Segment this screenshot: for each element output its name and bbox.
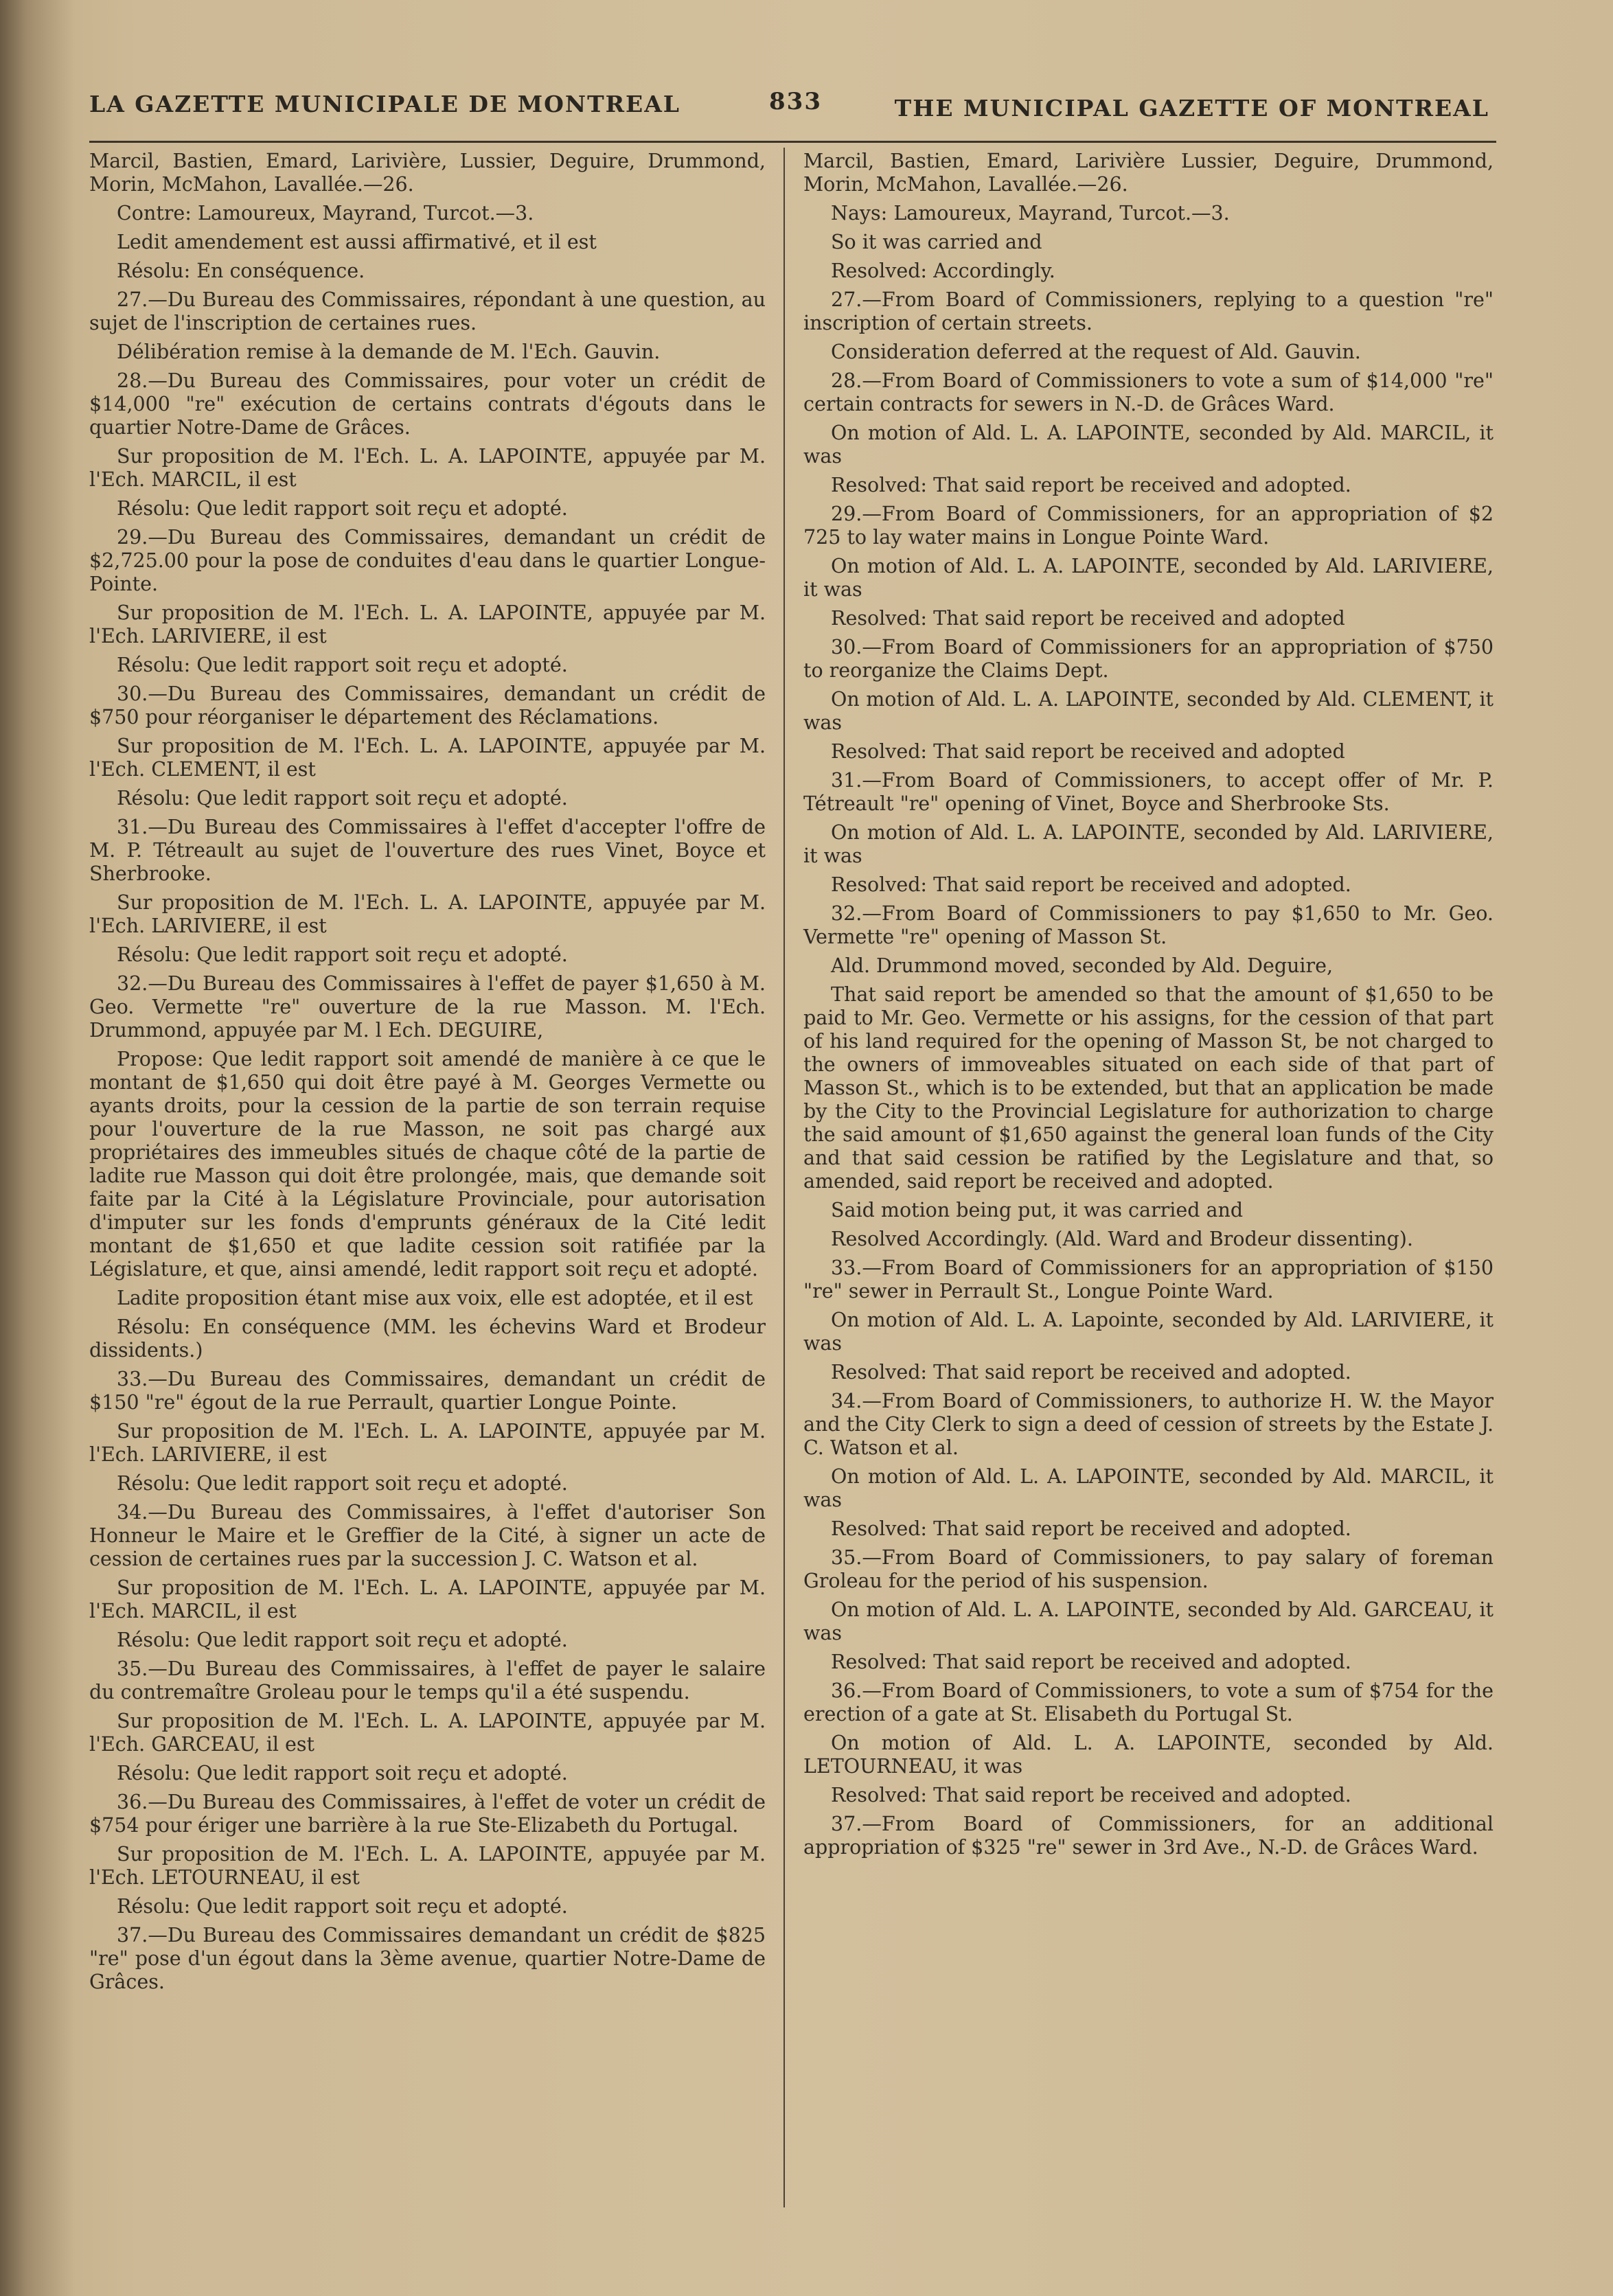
paragraph: 28.—From Board of Commissioners to vote a sum of $14,000 "re" certain contracts for sewers in N.-D. de Grâces Ward.: [803, 369, 1494, 415]
paragraph: 35.—Du Bureau des Commissaires, à l'effet de payer le salaire du contremaître Groleau pour le temps qu'il a été suspendu.: [89, 1657, 766, 1703]
paragraph: On motion of Ald. L. A. Lapointe, seconded by Ald. LARIVIERE, it was: [803, 1309, 1494, 1355]
paragraph: Résolu: En conséquence.: [117, 260, 365, 282]
paragraph: Sur proposition de M. l'Ech. L. A. LAPOINTE, appuyée par M. l'Ech. MARCIL, il est: [89, 1576, 766, 1622]
paragraph: Nays: Lamoureux, Mayrand, Turcot.—3.: [831, 202, 1230, 225]
paragraph: Sur proposition de M. l'Ech. L. A. LAPOINTE, appuyée par M. l'Ech. LETOURNEAU, il est: [89, 1843, 766, 1889]
english-column: [803, 150, 1494, 1865]
paragraph: Délibération remise à la demande de M. l'Ech. Gauvin.: [117, 341, 661, 363]
paragraph: So it was carried and: [831, 231, 1042, 253]
french-column: [89, 150, 766, 1999]
paragraph: On motion of Ald. L. A. LAPOINTE, seconded by Ald. MARCIL, it was: [803, 422, 1494, 468]
paragraph: Sur proposition de M. l'Ech. L. A. LAPOINTE, appuyée par M. l'Ech. GARCEAU, il est: [89, 1710, 766, 1756]
paragraph: 34.—Du Bureau des Commissaires, à l'effet d'autoriser Son Honneur le Maire et le Greffier de la Cité, à signer un acte de cession de certaines rues par la succession J. C. Watson et al.: [89, 1501, 766, 1570]
paragraph: 31.—From Board of Commissioners, to accept offer of Mr. P. Tétreault "re" opening of Vinet, Boyce and Sherbrooke Sts.: [803, 769, 1494, 815]
paragraph: 27.—From Board of Commissioners, replying to a question "re" inscription of certain streets.: [803, 288, 1494, 334]
paragraph: Sur proposition de M. l'Ech. L. A. LAPOINTE, appuyée par M. l'Ech. CLEMENT, il est: [89, 735, 766, 781]
header-english-title: THE MUNICIPAL GAZETTE OF MONTREAL: [894, 95, 1489, 122]
column-divider: [783, 148, 785, 2207]
header-french-title: LA GAZETTE MUNICIPALE DE MONTREAL: [89, 91, 681, 117]
paragraph: 30.—From Board of Commissioners for an appropriation of $750 to reorganize the Claims Dept.: [803, 636, 1494, 682]
paragraph: Résolu: Que ledit rapport soit reçu et adopté.: [117, 654, 568, 676]
paragraph: Said motion being put, it was carried and: [831, 1199, 1244, 1221]
paragraph: 29.—Du Bureau des Commissaires, demandant un crédit de $2,725.00 pour la pose de conduites d'eau dans le quartier Longue-Pointe.: [89, 526, 766, 595]
paragraph: Résolu: Que ledit rapport soit reçu et adopté.: [117, 1629, 568, 1651]
page-header: [89, 82, 1489, 130]
paragraph: Sur proposition de M. l'Ech. L. A. LAPOINTE, appuyée par M. l'Ech. LARIVIERE, il est: [89, 601, 766, 647]
paragraph: 28.—Du Bureau des Commissaires, pour voter un crédit de $14,000 "re" exécution de certains contrats d'égouts dans le quartier Notre-Dame de Grâces.: [89, 369, 766, 439]
paragraph: Resolved: That said report be received and adopted.: [831, 1361, 1351, 1384]
paragraph: 27.—Du Bureau des Commissaires, répondant à une question, au sujet de l'inscription de certaines rues.: [89, 288, 766, 334]
paragraph: 32.—Du Bureau des Commissaires à l'effet de payer $1,650 à M. Geo. Vermette "re" ouverture de la rue Masson. M. l'Ech. Drummond, appuyée par M. l Ech. DEGUIRE,: [89, 972, 766, 1042]
paragraph: Résolu: En conséquence (MM. les échevins Ward et Brodeur dissidents.): [89, 1316, 766, 1362]
paragraph: Resolved: That said report be received and adopted.: [831, 474, 1351, 496]
paragraph: Ladite proposition étant mise aux voix, elle est adoptée, et il est: [117, 1287, 753, 1309]
paragraph: Contre: Lamoureux, Mayrand, Turcot.—3.: [117, 202, 534, 225]
paragraph: 35.—From Board of Commissioners, to pay salary of foreman Groleau for the period of his suspension.: [803, 1546, 1494, 1592]
paragraph: 33.—Du Bureau des Commissaires, demandant un crédit de $150 "re" égout de la rue Perrault, quartier Longue Pointe.: [89, 1368, 766, 1414]
paragraph: Sur proposition de M. l'Ech. L. A. LAPOINTE, appuyée par M. l'Ech. LARIVIERE, il est: [89, 891, 766, 937]
paragraph: Consideration deferred at the request of Ald. Gauvin.: [831, 341, 1361, 363]
paragraph: Marcil, Bastien, Emard, Larivière, Lussier, Deguire, Drummond, Morin, McMahon, Lavallée.—26.: [89, 150, 766, 196]
paragraph: On motion of Ald. L. A. LAPOINTE, seconded by Ald. LARIVIERE, it was: [803, 821, 1494, 867]
paragraph: Resolved: That said report be received and adopted.: [831, 873, 1351, 896]
paragraph: 36.—Du Bureau des Commissaires, à l'effet de voter un crédit de $754 pour ériger une barrière à la rue Ste-Elizabeth du Portugal.: [89, 1791, 766, 1837]
paragraph: Resolved: That said report be received and adopted: [831, 607, 1345, 630]
paragraph: 30.—Du Bureau des Commissaires, demandant un crédit de $750 pour réorganiser le département des Réclamations.: [89, 682, 766, 728]
paragraph: Resolved: That said report be received and adopted.: [831, 1784, 1351, 1806]
paragraph: Résolu: Que ledit rapport soit reçu et adopté.: [117, 1472, 568, 1495]
paragraph: Resolved Accordingly. (Ald. Ward and Brodeur dissenting).: [831, 1228, 1413, 1250]
paragraph: Propose: Que ledit rapport soit amendé de manière à ce que le montant de $1,650 qui doit être payé à M. Georges Vermette ou ayants droits, pour la cession de la partie de son terrain requise pour l'ouverture de la rue Masson, ne soit pas chargé aux propriétaires des immeubles situés de chaque côté de la partie de ladite rue Masson qui doit être prolongée, mais, que demande soit faite par la Cité à la Législature Provinciale, pour autorisation d'imputer sur les fonds d'emprunts généraux de la Cité ledit montant de $1,650 et que ladite cession soit ratifiée par la Législature, et que, ainsi amendé, ledit rapport soit reçu et adopté.: [89, 1048, 766, 1281]
paragraph: 32.—From Board of Commissioners to pay $1,650 to Mr. Geo. Vermette "re" opening of Masson St.: [803, 902, 1494, 948]
paragraph: Ald. Drummond moved, seconded by Ald. Deguire,: [831, 954, 1334, 977]
paragraph: Resolved: That said report be received and adopted: [831, 740, 1345, 763]
paragraph: Résolu: Que ledit rapport soit reçu et adopté.: [117, 1895, 568, 1918]
paragraph: On motion of Ald. L. A. LAPOINTE, seconded by Ald. LETOURNEAU, it was: [803, 1732, 1494, 1778]
paragraph: Marcil, Bastien, Emard, Larivière Lussier, Deguire, Drummond, Morin, McMahon, Lavallée.—26.: [803, 150, 1494, 196]
paragraph: 31.—Du Bureau des Commissaires à l'effet d'accepter l'offre de M. P. Tétreault au sujet de l'ouverture des rues Vinet, Boyce et Sherbrooke.: [89, 816, 766, 885]
paragraph: Resolved: That said report be received and adopted.: [831, 1517, 1351, 1540]
paragraph: On motion of Ald. L. A. LAPOINTE, seconded by Ald. MARCIL, it was: [803, 1465, 1494, 1511]
paragraph: 36.—From Board of Commissioners, to vote a sum of $754 for the erection of a gate at St. Elisabeth du Portugal St.: [803, 1679, 1494, 1725]
paragraph: 37.—From Board of Commissioners, for an additional appropriation of $325 "re" sewer in 3rd Ave., N.-D. de Grâces Ward.: [803, 1813, 1494, 1859]
paragraph: 37.—Du Bureau des Commissaires demandant un crédit de $825 "re" pose d'un égout dans la 3ème avenue, quartier Notre-Dame de Grâces.: [89, 1924, 766, 1993]
paragraph: Sur proposition de M. l'Ech. L. A. LAPOINTE, appuyée par M. l'Ech. LARIVIERE, il est: [89, 1420, 766, 1466]
paragraph: Résolu: Que ledit rapport soit reçu et adopté.: [117, 497, 568, 520]
page-number: 833: [769, 88, 822, 115]
paragraph: Sur proposition de M. l'Ech. L. A. LAPOINTE, appuyée par M. l'Ech. MARCIL, il est: [89, 445, 766, 491]
paragraph: Ledit amendement est aussi affirmativé, et il est: [117, 231, 597, 253]
paragraph: That said report be amended so that the amount of $1,650 to be paid to Mr. Geo. Vermette or his assigns, for the cession of that part of his land required for the opening of Masson St, be not charged to the owners of immoveables situated on each side of that part of Masson St., which is to be extended, but that an application be made by the City to the Provincial Legislature for authorization to charge the said amount of $1,650 against the general loan funds of the City and that said cession be ratified by the Legislature and that, so amended, said report be received and adopted.: [803, 983, 1494, 1193]
paragraph: 29.—From Board of Commissioners, for an appropriation of $2 725 to lay water mains in Longue Pointe Ward.: [803, 503, 1494, 549]
paragraph: Resolved: That said report be received and adopted.: [831, 1651, 1351, 1673]
paragraph: Resolved: Accordingly.: [831, 260, 1055, 282]
paragraph: On motion of Ald. L. A. LAPOINTE, seconded by Ald. GARCEAU, it was: [803, 1598, 1494, 1644]
paragraph: On motion of Ald. L. A. LAPOINTE, seconded by Ald. LARIVIERE, it was: [803, 555, 1494, 601]
paragraph: 34.—From Board of Commissioners, to authorize H. W. the Mayor and the City Clerk to sign a deed of cession of streets by the Estate J. C. Watson et al.: [803, 1390, 1494, 1459]
paragraph: 33.—From Board of Commissioners for an appropriation of $150 "re" sewer in Perrault St., Longue Pointe Ward.: [803, 1256, 1494, 1302]
paragraph: On motion of Ald. L. A. LAPOINTE, seconded by Ald. CLEMENT, it was: [803, 688, 1494, 734]
paragraph: Résolu: Que ledit rapport soit reçu et adopté.: [117, 787, 568, 810]
paragraph: Résolu: Que ledit rapport soit reçu et adopté.: [117, 1762, 568, 1784]
header-rule: [89, 141, 1496, 143]
paragraph: Résolu: Que ledit rapport soit reçu et adopté.: [117, 943, 568, 966]
